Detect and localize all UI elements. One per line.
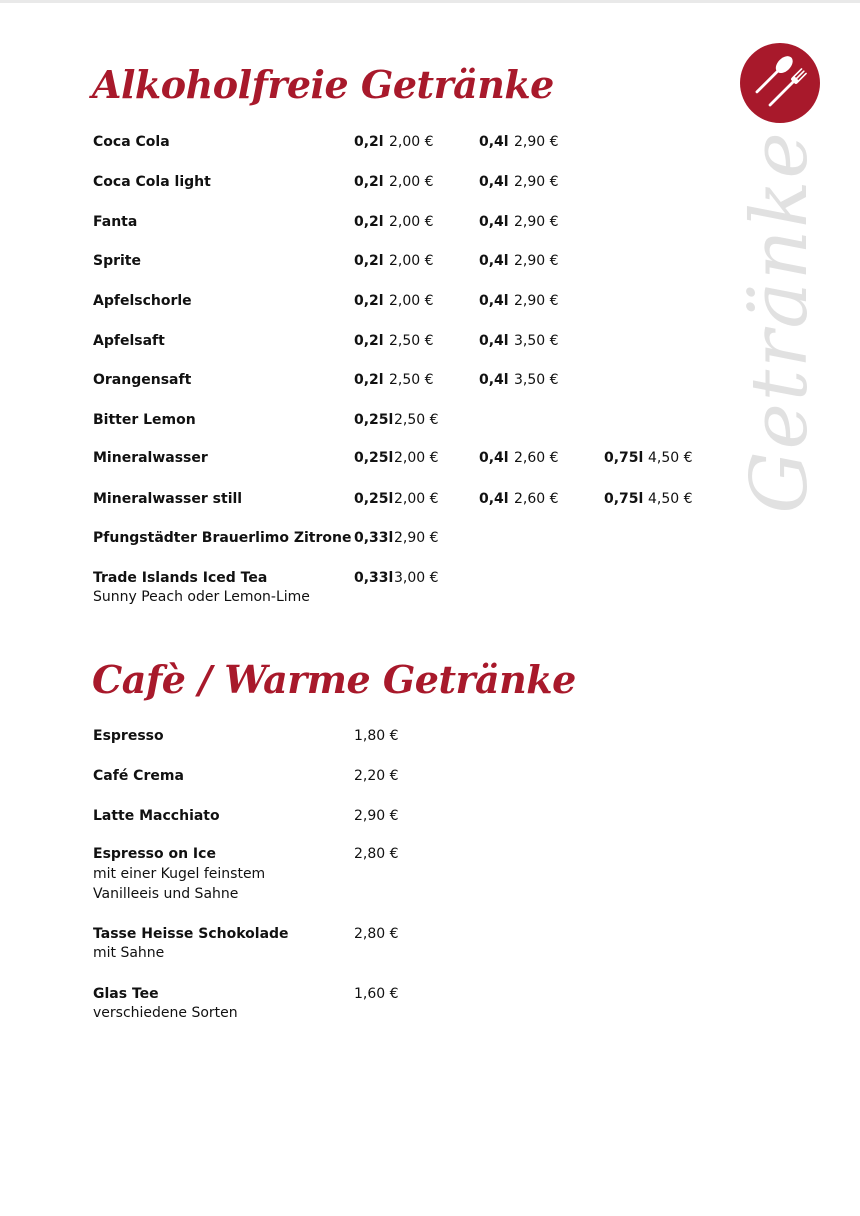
menu-item <box>0 450 720 470</box>
item-price: 3,50 € <box>514 372 559 388</box>
item-price: 2,20 € <box>354 768 399 784</box>
menu-item <box>0 846 720 866</box>
item-name: Pfungstädter Brauerlimo Zitrone <box>93 530 352 546</box>
item-price: 3,00 € <box>394 570 439 586</box>
item-price: 2,90 € <box>514 253 559 269</box>
item-description: Sunny Peach oder Lemon-Lime <box>93 589 310 605</box>
item-volume: 0,2l <box>354 293 384 309</box>
item-price: 2,00 € <box>389 174 434 190</box>
item-price: 2,00 € <box>389 214 434 230</box>
menu-item <box>0 491 720 511</box>
menu-item <box>0 530 720 550</box>
item-description: verschiedene Sorten <box>93 1005 238 1021</box>
item-volume: 0,4l <box>479 372 509 388</box>
item-volume: 0,75l <box>604 450 644 466</box>
item-volume: 0,4l <box>479 333 509 349</box>
menu-item <box>0 728 720 748</box>
item-volume: 0,33l <box>354 570 394 586</box>
item-price: 2,00 € <box>389 293 434 309</box>
item-volume: 0,25l <box>354 450 394 466</box>
item-price: 2,50 € <box>394 412 439 428</box>
item-price: 4,50 € <box>648 450 693 466</box>
menu-item <box>0 174 720 194</box>
item-volume: 0,4l <box>479 214 509 230</box>
item-volume: 0,4l <box>479 134 509 150</box>
item-name: Sprite <box>93 253 141 269</box>
item-volume: 0,2l <box>354 174 384 190</box>
item-price: 2,90 € <box>354 808 399 824</box>
menu-item <box>0 333 720 353</box>
item-volume: 0,33l <box>354 530 394 546</box>
item-name: Apfelsaft <box>93 333 165 349</box>
item-price: 2,90 € <box>394 530 439 546</box>
item-price: 2,60 € <box>514 491 559 507</box>
menu-item <box>0 412 720 432</box>
item-name: Glas Tee <box>93 986 159 1002</box>
item-name: Espresso on Ice <box>93 846 216 862</box>
item-volume: 0,4l <box>479 253 509 269</box>
menu-item <box>0 293 720 313</box>
cutlery-logo-icon <box>740 43 820 123</box>
item-volume: 0,75l <box>604 491 644 507</box>
item-price: 1,60 € <box>354 986 399 1002</box>
item-name: Mineralwasser <box>93 450 208 466</box>
item-price: 2,90 € <box>514 293 559 309</box>
item-volume: 0,2l <box>354 253 384 269</box>
item-name: Apfelschorle <box>93 293 192 309</box>
item-name: Bitter Lemon <box>93 412 196 428</box>
item-volume: 0,25l <box>354 491 394 507</box>
item-name: Latte Macchiato <box>93 808 220 824</box>
item-price: 2,90 € <box>514 174 559 190</box>
item-price: 2,80 € <box>354 926 399 942</box>
menu-item <box>0 214 720 234</box>
item-volume: 0,2l <box>354 372 384 388</box>
item-name: Fanta <box>93 214 138 230</box>
menu-item <box>0 570 720 590</box>
item-price: 3,50 € <box>514 333 559 349</box>
item-price: 2,60 € <box>514 450 559 466</box>
item-volume: 0,4l <box>479 174 509 190</box>
item-name: Espresso <box>93 728 164 744</box>
heading-warm-drinks: Cafè / Warme Getränke <box>92 657 576 702</box>
menu-item <box>0 768 720 788</box>
item-description: mit einer Kugel feinstem <box>93 866 266 882</box>
item-volume: 0,4l <box>479 491 509 507</box>
item-price: 4,50 € <box>648 491 693 507</box>
item-name: Mineralwasser still <box>93 491 243 507</box>
item-description: Vanilleeis und Sahne <box>93 886 239 902</box>
item-name: Trade Islands Iced Tea <box>93 570 268 586</box>
side-title: Getränke <box>735 130 825 514</box>
item-price: 2,00 € <box>389 134 434 150</box>
item-price: 1,80 € <box>354 728 399 744</box>
top-border <box>0 0 860 3</box>
item-volume: 0,4l <box>479 450 509 466</box>
item-name: Orangensaft <box>93 372 192 388</box>
item-volume: 0,2l <box>354 214 384 230</box>
menu-item <box>0 134 720 154</box>
item-name: Café Crema <box>93 768 184 784</box>
item-price: 2,00 € <box>394 491 439 507</box>
item-volume: 0,4l <box>479 293 509 309</box>
menu-item <box>0 253 720 273</box>
menu-item <box>0 926 720 946</box>
item-name: Coca Cola light <box>93 174 211 190</box>
item-price: 2,50 € <box>389 372 434 388</box>
heading-cold-drinks: Alkoholfreie Getränke <box>92 62 554 107</box>
item-price: 2,80 € <box>354 846 399 862</box>
item-price: 2,90 € <box>514 214 559 230</box>
item-volume: 0,2l <box>354 333 384 349</box>
item-volume: 0,2l <box>354 134 384 150</box>
item-price: 2,00 € <box>394 450 439 466</box>
item-price: 2,00 € <box>389 253 434 269</box>
item-price: 2,90 € <box>514 134 559 150</box>
item-volume: 0,25l <box>354 412 394 428</box>
item-description: mit Sahne <box>93 945 165 961</box>
menu-item <box>0 986 720 1006</box>
item-price: 2,50 € <box>389 333 434 349</box>
menu-item <box>0 808 720 828</box>
item-name: Tasse Heisse Schokolade <box>93 926 289 942</box>
item-name: Coca Cola <box>93 134 170 150</box>
menu-item <box>0 372 720 392</box>
